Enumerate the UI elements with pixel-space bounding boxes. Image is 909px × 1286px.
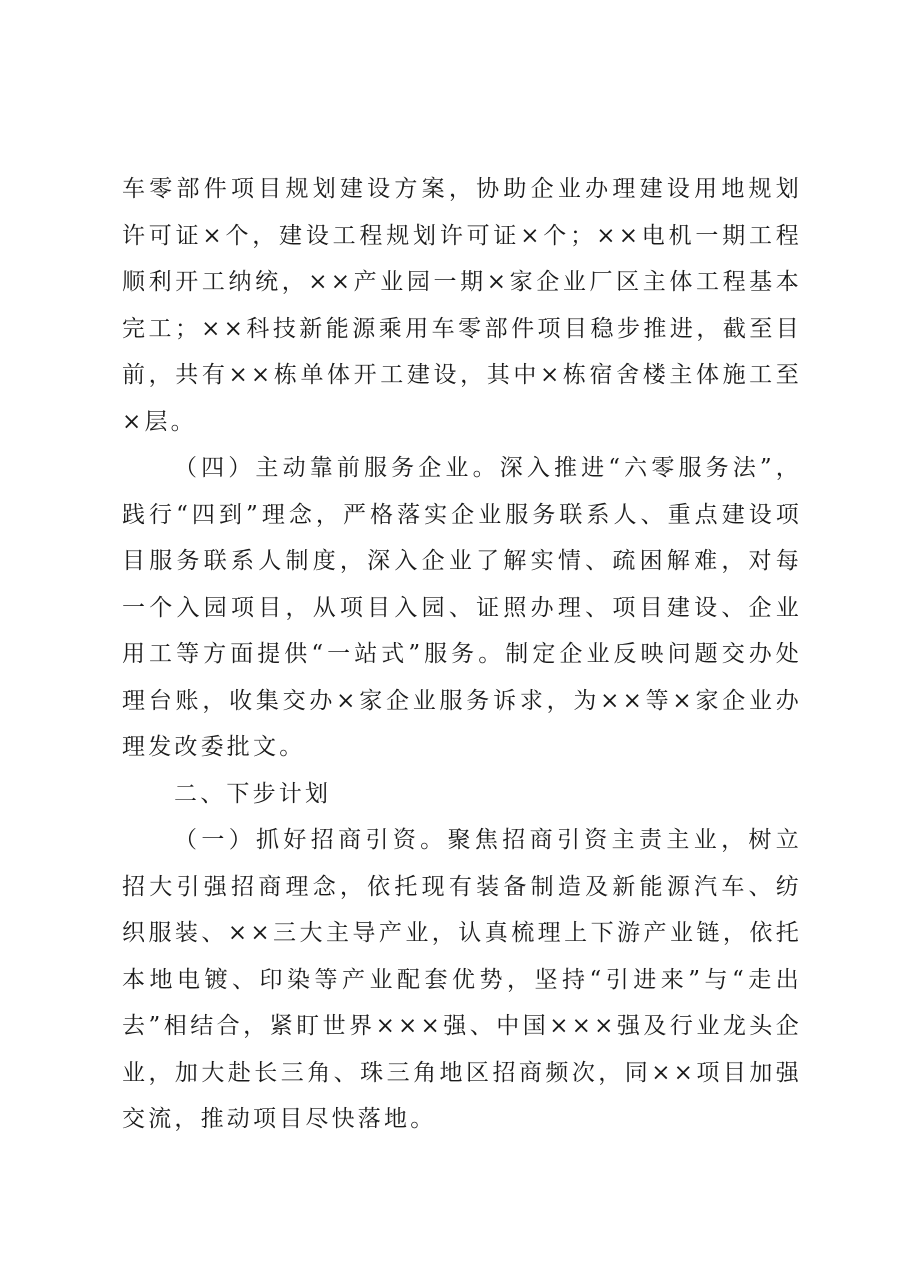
paragraph-project-progress: 车零部件项目规划建设方案，协助企业办理建设用地规划许可证×个，建设工程规划许可证×个；××电机一期工程顺利开工纳统，××产业园一期×家企业厂区主体工程基本完工；××科技新能源乘用车零部件项目稳步推进，截至目前，共有××栋单体开工建设，其中×栋宿舍楼主体施工至×层。 xyxy=(122,176,802,435)
section-heading-next-plan: 二、下步计划 xyxy=(174,780,332,807)
paragraph-investment-attraction: （一）抓好招商引资。聚焦招商引资主责主业，树立招大引强招商理念，依托现有装备制造及新能源汽车、纺织服装、××三大主导产业，认真梳理上下游产业链，依托本地电镀、印染等产业配套优势，坚持“引进来”与“走出去”相结合，紧盯世界×××强、中国×××强及行业龙头企业，加大赴长三角、珠三角地区招商频次，同××项目加强交流，推动项目尽快落地。 xyxy=(122,827,802,1132)
paragraph-enterprise-service: （四）主动靠前服务企业。深入推进“六零服务法”，践行“四到”理念，严格落实企业服务联系人、重点建设项目服务联系人制度，深入企业了解实情、疏困解难，对每一个入园项目，从项目入园、证照办理、项目建设、企业用工等方面提供“一站式”服务。制定企业反映问题交办处理台账，收集交办×家企业服务诉求，为××等×家企业办理发改委批文。 xyxy=(122,455,802,760)
document-body xyxy=(122,166,802,1143)
